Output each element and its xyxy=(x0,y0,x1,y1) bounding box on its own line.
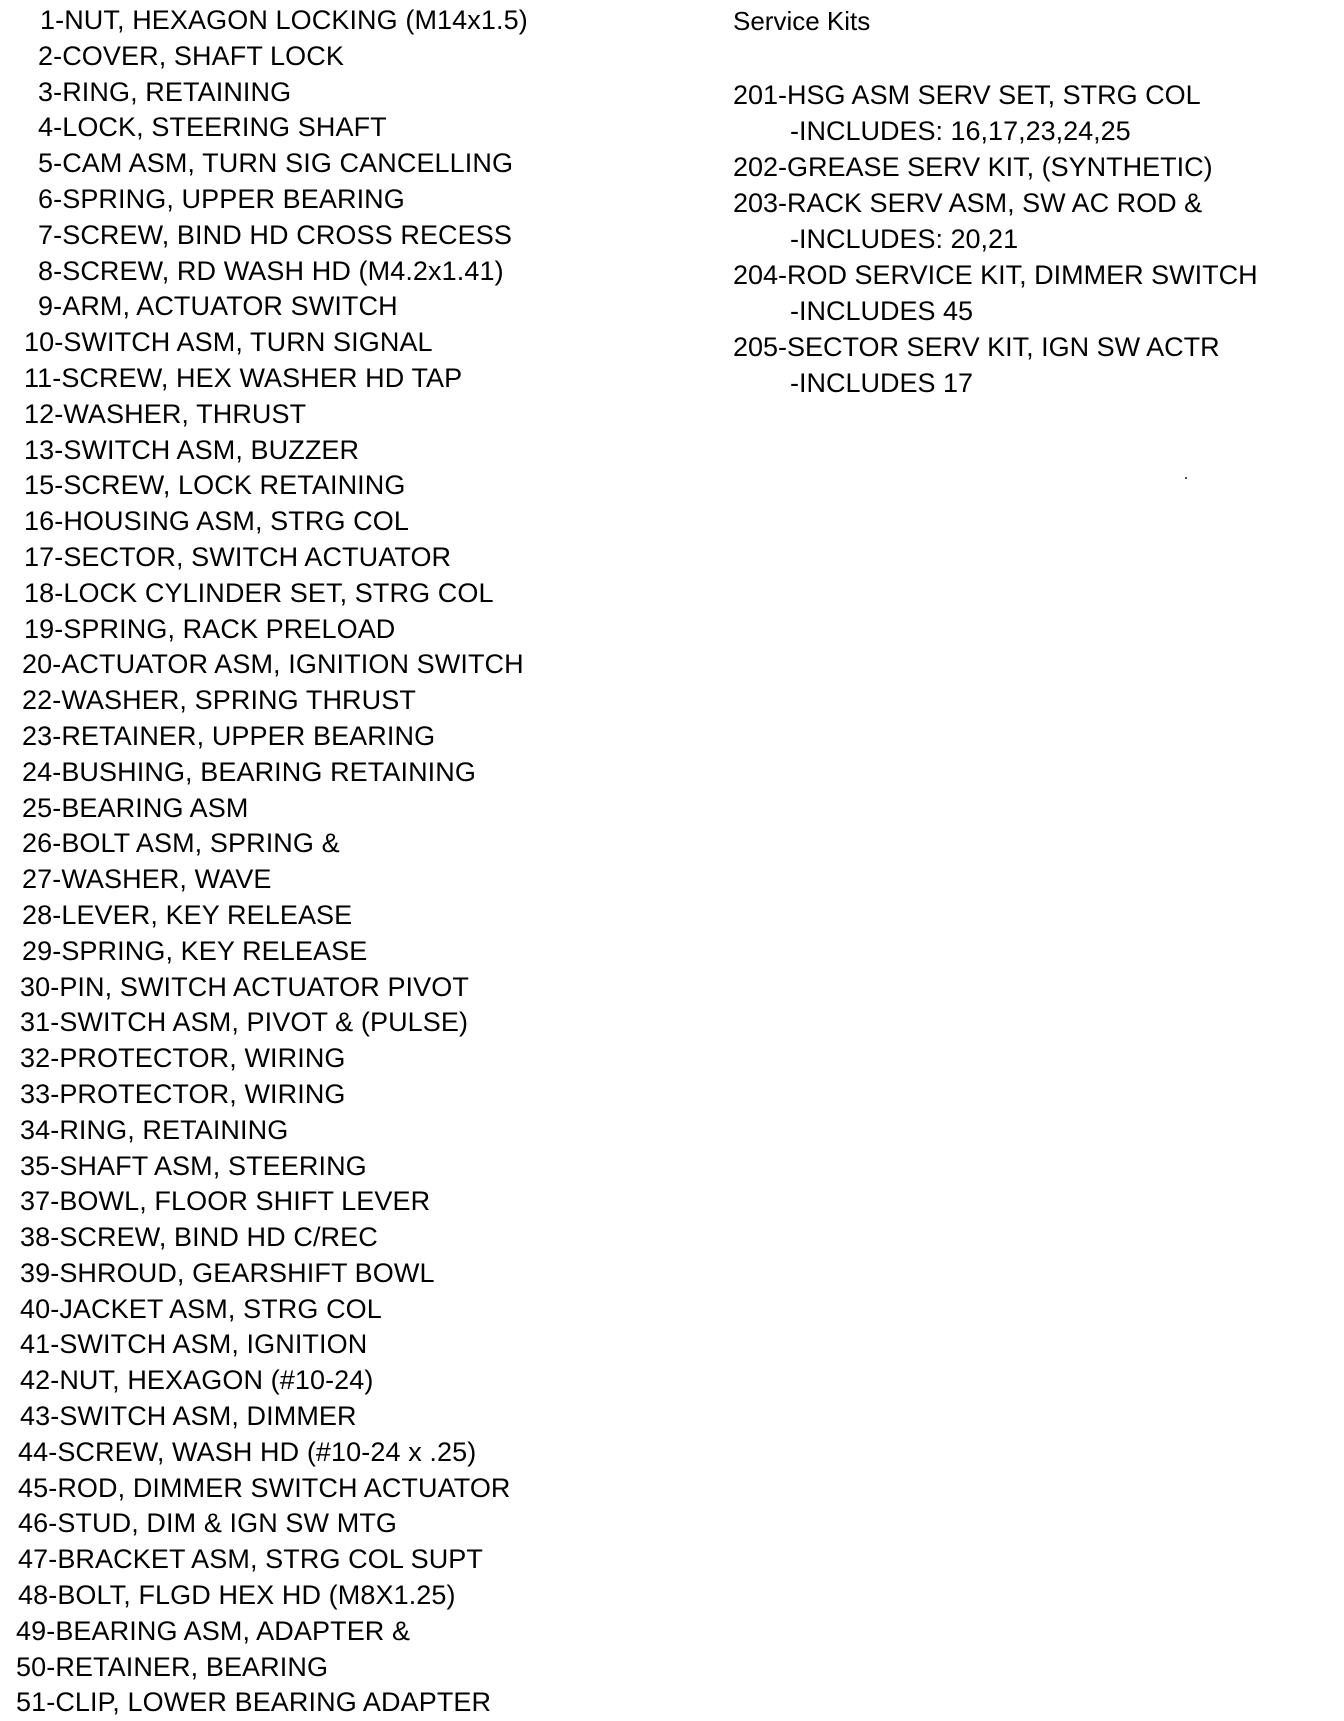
part-list-item: 30-PIN, SWITCH ACTUATOR PIVOT xyxy=(20,971,469,1002)
part-list-item: 23-RETAINER, UPPER BEARING xyxy=(22,720,436,751)
service-kit-includes: -INCLUDES: 16,17,23,24,25 xyxy=(790,116,1131,146)
part-list-item: 9-ARM, ACTUATOR SWITCH xyxy=(38,291,398,322)
part-list-item: 49-BEARING ASM, ADAPTER & xyxy=(16,1615,411,1646)
scan-speck xyxy=(1185,477,1187,479)
part-list-item: 42-NUT, HEXAGON (#10-24) xyxy=(20,1365,374,1396)
part-list-item: 38-SCREW, BIND HD C/REC xyxy=(20,1222,378,1253)
part-list-item: 39-SHROUD, GEARSHIFT BOWL xyxy=(20,1257,435,1288)
service-kit-item xyxy=(733,77,1333,149)
part-list-item: 24-BUSHING, BEARING RETAINING xyxy=(22,756,476,787)
part-list-item: 43-SWITCH ASM, DIMMER xyxy=(20,1401,357,1432)
part-list-item: 12-WASHER, THRUST xyxy=(24,398,307,429)
part-list-item: 3-RING, RETAINING xyxy=(38,76,292,107)
part-list-item: 25-BEARING ASM xyxy=(22,792,249,823)
part-list-item: 48-BOLT, FLGD HEX HD (M8X1.25) xyxy=(18,1580,456,1611)
service-kit-label: 205-SECTOR SERV KIT, IGN SW ACTR xyxy=(733,332,1220,362)
service-kit-label: 201-HSG ASM SERV SET, STRG COL xyxy=(733,80,1201,110)
part-list-item: 4-LOCK, STEERING SHAFT xyxy=(38,112,387,143)
service-kit-label: 204-ROD SERVICE KIT, DIMMER SWITCH xyxy=(733,260,1258,290)
service-kit-item xyxy=(733,329,1333,401)
service-kit-item xyxy=(733,149,1333,185)
service-kits-list xyxy=(733,77,1333,401)
part-list-item: 50-RETAINER, BEARING xyxy=(16,1651,329,1682)
service-kit-includes: -INCLUDES 45 xyxy=(790,296,974,326)
part-list-item: 10-SWITCH ASM, TURN SIGNAL xyxy=(24,327,433,358)
part-list-item: 44-SCREW, WASH HD (#10-24 x .25) xyxy=(18,1436,477,1467)
part-list-item: 13-SWITCH ASM, BUZZER xyxy=(24,434,360,465)
part-list-item: 5-CAM ASM, TURN SIG CANCELLING xyxy=(38,148,514,179)
part-list-item: 22-WASHER, SPRING THRUST xyxy=(22,685,416,716)
service-kit-includes: -INCLUDES 17 xyxy=(790,368,974,398)
part-list-item: 35-SHAFT ASM, STEERING xyxy=(20,1150,367,1181)
part-list-item: 1-NUT, HEXAGON LOCKING (M14x1.5) xyxy=(40,5,528,35)
part-list-item: 17-SECTOR, SWITCH ACTUATOR xyxy=(24,541,452,572)
part-list-item: 32-PROTECTOR, WIRING xyxy=(20,1043,346,1074)
service-kit-label: 203-RACK SERV ASM, SW AC ROD & xyxy=(733,188,1203,218)
part-list-item: 2-COVER, SHAFT LOCK xyxy=(38,40,344,71)
part-list-item: 28-LEVER, KEY RELEASE xyxy=(22,899,353,930)
service-kits-section xyxy=(733,3,1333,401)
part-list-item: 11-SCREW, HEX WASHER HD TAP xyxy=(24,362,463,393)
service-kit-item xyxy=(733,257,1333,329)
service-kits-heading: Service Kits xyxy=(733,6,871,36)
service-kit-label: 202-GREASE SERV KIT, (SYNTHETIC) xyxy=(733,152,1213,182)
part-list-item: 18-LOCK CYLINDER SET, STRG COL xyxy=(24,577,494,608)
parts-list xyxy=(0,3,640,1721)
part-list-item: 7-SCREW, BIND HD CROSS RECESS xyxy=(38,219,512,250)
part-list-item: 16-HOUSING ASM, STRG COL xyxy=(24,506,409,537)
part-list-item: 27-WASHER, WAVE xyxy=(22,864,272,895)
part-list-item: 51-CLIP, LOWER BEARING ADAPTER xyxy=(16,1687,492,1718)
part-list-item: 40-JACKET ASM, STRG COL xyxy=(20,1293,382,1324)
part-list-item: 6-SPRING, UPPER BEARING xyxy=(38,183,405,214)
part-list-item: 19-SPRING, RACK PRELOAD xyxy=(24,613,396,644)
part-list-item: 31-SWITCH ASM, PIVOT & (PULSE) xyxy=(20,1007,469,1038)
part-list-item: 46-STUD, DIM & IGN SW MTG xyxy=(18,1508,398,1539)
part-list-item: 34-RING, RETAINING xyxy=(20,1114,289,1145)
part-list-item: 29-SPRING, KEY RELEASE xyxy=(22,935,368,966)
part-list-item: 33-PROTECTOR, WIRING xyxy=(20,1078,346,1109)
service-kit-item xyxy=(733,185,1333,257)
part-list-item: 41-SWITCH ASM, IGNITION xyxy=(20,1329,368,1360)
part-list-item: 37-BOWL, FLOOR SHIFT LEVER xyxy=(20,1186,431,1217)
part-list-item: 8-SCREW, RD WASH HD (M4.2x1.41) xyxy=(38,255,504,286)
part-list-item: 20-ACTUATOR ASM, IGNITION SWITCH xyxy=(22,649,524,680)
part-list-item: 15-SCREW, LOCK RETAINING xyxy=(24,470,406,501)
service-kit-includes: -INCLUDES: 20,21 xyxy=(790,224,1019,254)
part-list-item: 45-ROD, DIMMER SWITCH ACTUATOR xyxy=(18,1472,511,1503)
part-list-item: 26-BOLT ASM, SPRING & xyxy=(22,828,340,859)
part-list-item: 47-BRACKET ASM, STRG COL SUPT xyxy=(18,1544,484,1575)
